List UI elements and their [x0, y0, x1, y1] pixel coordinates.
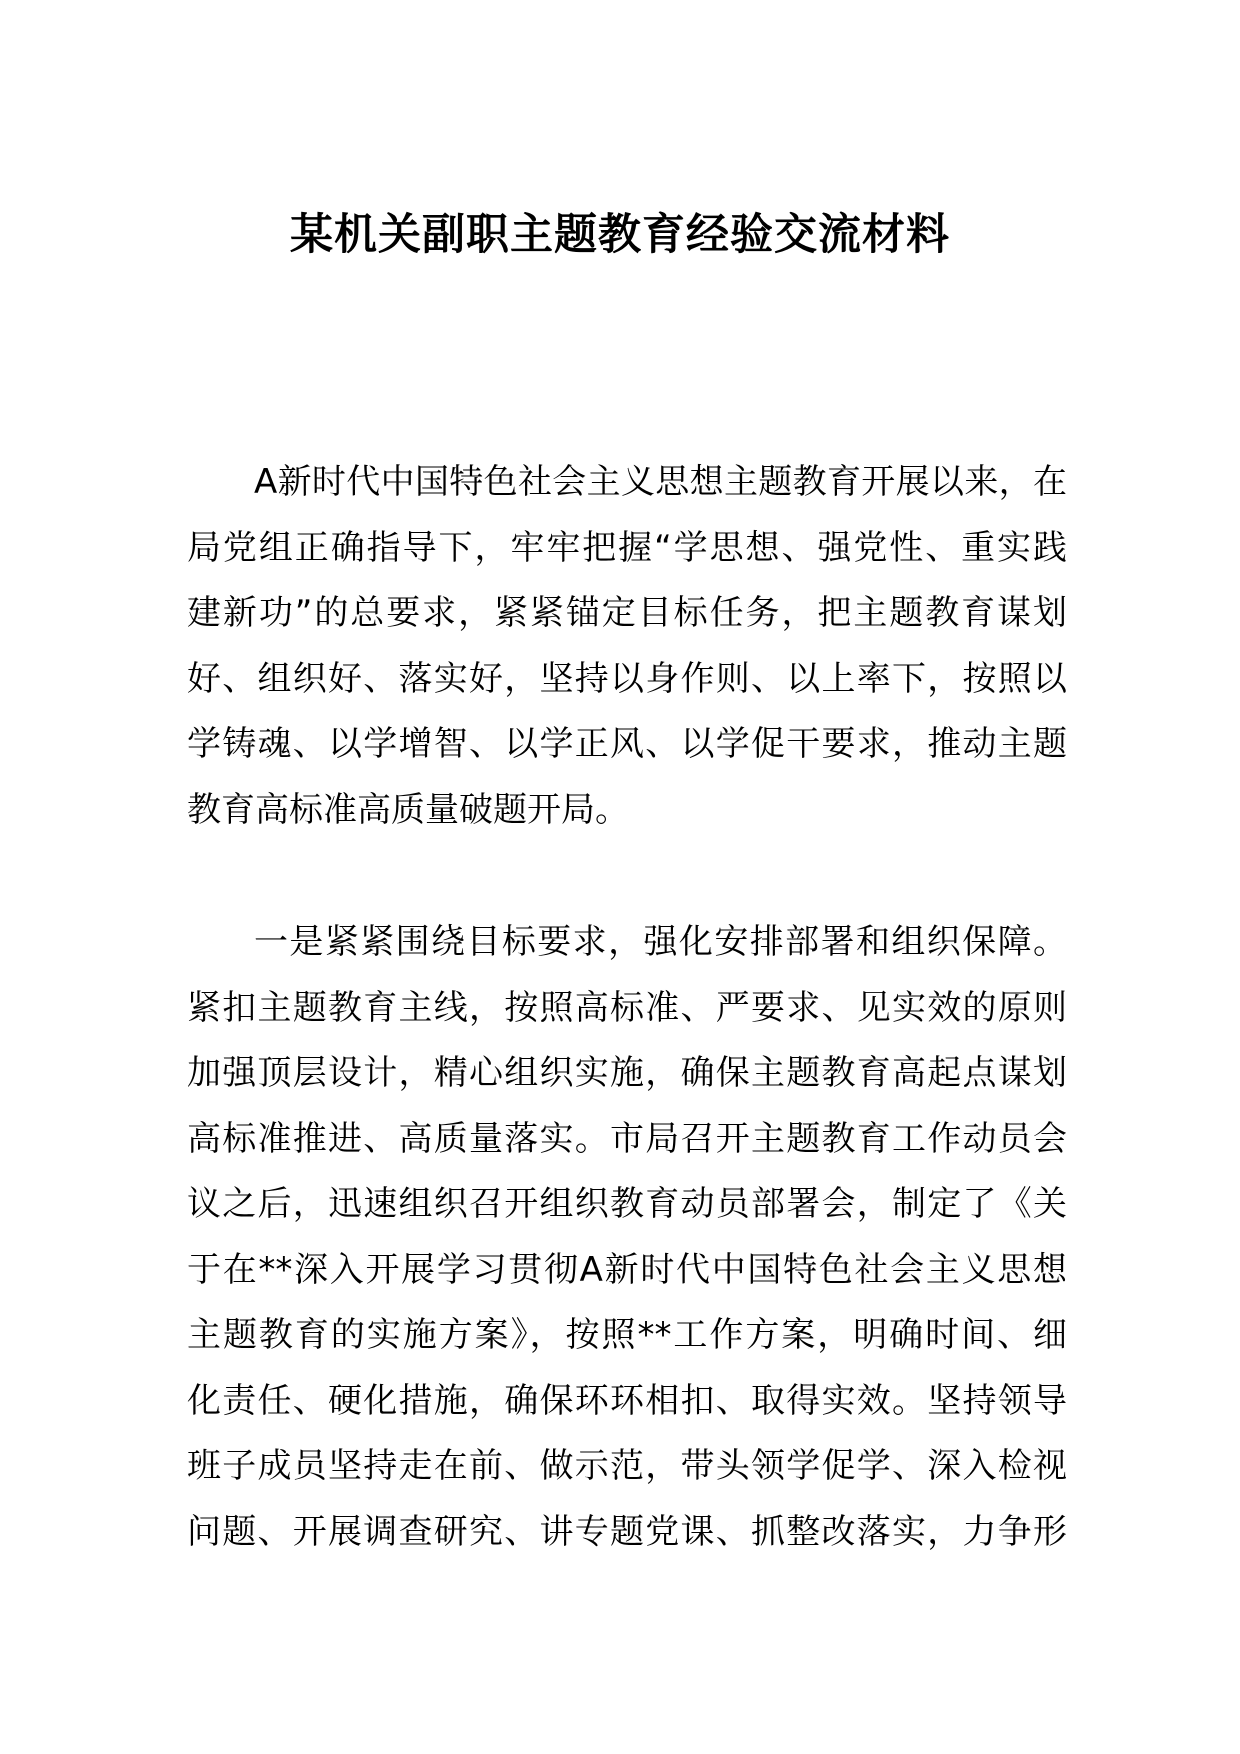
text-line: 化责任、硬化措施，确保环环相扣、取得实效。坚持领导 [187, 1380, 1067, 1421]
text-line: 建新功”的总要求，紧紧锚定目标任务，把主题教育谋划 [187, 593, 1067, 633]
text-line: 学铸魂、以学增智、以学正风、以学促干要求，推动主题 [187, 724, 1067, 764]
text-line: 加强顶层设计，精心组织实施，确保主题教育高起点谋划 [187, 1053, 1067, 1093]
text-line: 紧扣主题教育主线，按照高标准、严要求、见实效的原则 [187, 987, 1067, 1028]
text-line: 问题、开展调查研究、讲专题党课、抓整改落实，力争形 [187, 1511, 1067, 1552]
section-heading-line: 一是紧紧围绕目标要求，强化安排部署和组织保障。 [254, 922, 1067, 962]
text-line: 局党组正确指导下，牢牢把握“学思想、强党性、重实践 [187, 527, 1067, 568]
text-line: 教育高标准高质量破题开局。 [187, 789, 629, 830]
paragraph-intro [187, 456, 1067, 849]
text-line: 班子成员坚持走在前、做示范，带头领学促学、深入检视 [187, 1446, 1067, 1486]
text-line: 好、组织好、落实好，坚持以身作则、以上率下，按照以 [187, 658, 1067, 699]
text-line: 于在**深入开展学习贯彻A新时代中国特色社会主义思想 [187, 1249, 1067, 1290]
text-line: 主题教育的实施方案》，按照**工作方案，明确时间、细 [187, 1315, 1067, 1355]
paragraph-section-one [187, 916, 1067, 1571]
text-line: A新时代中国特色社会主义思想主题教育开展以来，在 [254, 462, 1067, 502]
text-line: 议之后，迅速组织召开组织教育动员部署会，制定了《关 [187, 1184, 1067, 1224]
document-title: 某机关副职主题教育经验交流材料 [290, 210, 950, 260]
text-line: 高标准推进、高质量落实。市局召开主题教育工作动员会 [187, 1118, 1067, 1159]
